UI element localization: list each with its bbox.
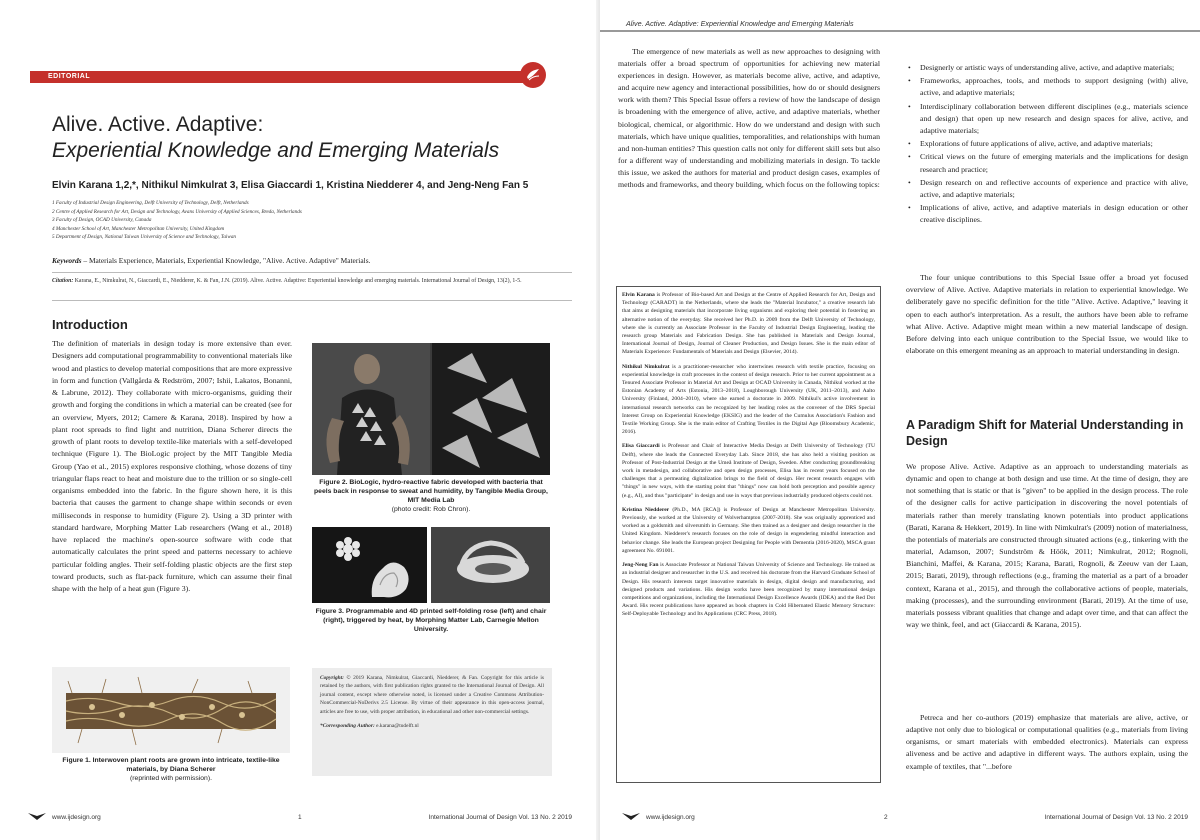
body-paragraph-4: Petreca and her co-authors (2019) emphasize that materials are alive, active, or adaptive not only due to biological or computational qualities (e.g., materials from living organisms, or smart materials with embedded electronics). Materials can express aliveness and be active and adaptive in different ways. The authors explain, using the example of textiles, that "...before (906, 713, 1188, 771)
affiliations (52, 199, 572, 242)
bio-name: Elisa Giaccardi (622, 443, 660, 450)
page-footer (622, 811, 1188, 825)
bio-item (622, 506, 875, 555)
footer-url[interactable]: www.ijdesign.org (52, 814, 101, 821)
affiliation-1: 1 Faculty of Industrial Design Engineering, Delft University of Technology, Delft, Netherlands (52, 200, 249, 206)
journal-logo-icon (520, 62, 546, 88)
list-item: • Explorations of future applications of alive, active, and adaptive materials; (906, 138, 1188, 150)
keywords (52, 256, 572, 265)
title-line-2: Experiential Knowledge and Emerging Materials (52, 139, 500, 162)
page-footer (28, 811, 572, 825)
bio-text: is a practitioner-researcher who intertwines research with textile practice, focusing on experiential knowledge in craft processes in the context of design research. Prior to her current appointment as a Tenured Associate Professor in Material Art and Design at OCAD University in Canada, Nithikul worked at the Estonian Academy of Arts (Estonia, 2013–2018), Loughborough University (UK, 2011–2013), and Aalto University (Finland, 2004–2010), where she earned a doctorate in 2009. Nithikul's active involvement in international research networks can be recognized by her leading roles as the convener of the DRS Special Interest Group on Experiential Knowledge (EKSIG) and the leader of the Cumulus Association's Fashion and Textile Working Group. She is the main editor of Crafting Textiles in the Digital Age (Bloomsbury Academic, 2016). (622, 363, 875, 436)
topics-list (906, 62, 1188, 228)
bio-name: Nithikul Nimkulrat (622, 363, 670, 370)
bird-logo-icon (28, 811, 46, 823)
list-item: • Critical views on the future of emerging materials and the implications for design research and practice; (906, 151, 1188, 175)
corresponding-author (320, 722, 544, 730)
title-line-1: Alive. Active. Adaptive: (52, 113, 264, 136)
figure-1-image (52, 667, 290, 753)
copyright-text: © 2019 Karana, Nimkulrat, Giaccardi, Niedderer, & Fan. Copyright for this article is retained by the authors, with first publication rights granted to the International Journal of Design. All journal content, except where otherwise noted, is licensed under a Creative Commons Attribution-NonCommercial-NoDerivs 2.5 License. By virtue of their appearance in this open-access journal, articles are free to use, with proper attribution, in educational and other non-commercial settings. (320, 675, 544, 715)
bio-name: Jeng-Neng Fan (622, 562, 659, 569)
figure-1-caption (52, 756, 290, 783)
citation (52, 277, 572, 286)
article-title (52, 112, 572, 164)
corresponding-email[interactable]: e.karana@tudelft.nl (374, 723, 419, 730)
divider (52, 272, 572, 273)
figure-3-rose-image (312, 527, 427, 603)
figure-2-credit: (photo credit: Rob Chron). (391, 506, 471, 513)
affiliation-3: 3 Faculty of Design, OCAD University, Canada (52, 217, 152, 224)
keywords-label: Keywords (52, 256, 82, 265)
body-paragraph-1: The emergence of new materials as well as new approaches to designing with materials offer a broad spectrum of opportunities for achieving new material experiences in design. However, as materials become alive, active, and adaptive, and acquire new agency and interactional possibilities, how do or should designers work with them? This Special Issue offers a review of how the landscape of design is broadening with the emergence of alive, active, and adaptive materials, whether biological, chemical, or algorithmic. How do we understand and design with such materials, which have unique qualities, temporalities, and relationships with human and non-human entities? This question calls not only for different skill sets but also for a different way of understanding and mobilizing materials in design. To tackle this issue, we asked the authors for material and product design cases, examples of methods and frameworks, and theory building, which focus on the following topics: (618, 47, 880, 190)
figure-3-caption: Figure 3. Programmable and 4D printed self-folding rose (left) and chair (right), triggered by heat, by Morphing Matter Lab, Carnegie Mellon University. (315, 608, 547, 633)
author-list: Elvin Karana 1,2,*, Nithikul Nimkulrat 3, Elisa Giaccardi 1, Kristina Niedderer 4, and Jeng-Neng Fan 5 (52, 180, 529, 191)
footer-journal: International Journal of Design Vol. 13 No. 2 2019 (428, 814, 572, 821)
editorial-bar (30, 71, 532, 83)
figure-1-caption-text: Figure 1. Interwoven plant roots are grown into intricate, textile-like materials, by Diana Scherer (62, 757, 280, 773)
introduction-body: The definition of materials in design today is more extensive than ever. Designers add computational programmability to conventional materials like wood and plastics to develop material compositions that are more expressive in form and function (Vallgårda & Redström, 2007; Ishii, Lakatos, Bonanni, & Labrune, 2012). They collaborate with micro-organisms, guiding their growth and forging the conditions in which a material can be created (see for an overview, Myers, 2012; Camere & Karana, 2018). Inspired by how a plant root spreads to find light and nutrition, Diana Scherer directs the growth of plant roots to develop textile-like materials with a self-developed technique (Figure 1). The BioLogic project by the MIT Tangible Media Group (Yao et al., 2015) explores responsive clothing, whose dozens of tiny triangular flaps react to heat and moisture due to the trillion or so single-cell organisms embedded into the fabric. In the figure shown here, it is this bacteria that causes the garment to change shape within seconds or even milliseconds in response to humidity (Figure 2). Using a 3D printer with standard hardware, Morphing Matter Lab researchers (Wang et al., 2018) have replaced the machine's open-source software with code that automatically calculates the print speed and patterns necessary to achieve particular folding angles. Their self-folding plastic objects are the first step toward products, such as flat-pack furniture, which can assume their final shape with the help of a heat gun (Figure 3). (52, 339, 292, 593)
bio-text: is Professor and Chair of Interactive Media Design at Delft University of Technology (TU Delft), where she leads the Connected Everyday Lab. Since 2018, she has also held a visiting position as Professor of Post-Industrial Design at the Umeå Institute of Design, Sweden. After conducting groundbreaking work in metadesign, and collaborative and open design processes, Elisa has in recent years focused on the challenges that a permeating digitalization brings to the field of design. Her recent research engages with "things" in new ways, with the starting point that "things" now can hold both perception and possible agency (e.g., AI), and thus "participate" in design and use in ways that previous industrially produced objects could not. (622, 443, 875, 499)
corresponding-label: *Corresponding Author: (320, 723, 375, 730)
citation-text: Karana, E., Nimkulrat, N., Giaccardi, E., Niedderer, K. & Fan, J.N. (2019). Alive. Active. Adaptive: Experiential knowledge and emerging materials. International Journal of Design, 13(2), 1-5. (73, 278, 522, 284)
author-bios-box (616, 286, 881, 783)
bio-text: (Ph.D., MA [RCA]) is Professor of Design at Manchester Metropolitan University. Previously, she worked at the University of Wolverhampton (2007-2018). She was originally apprenticed and worked as a goldsmith and silversmith in Germany. She then trained as a designer and design researcher in the United Kingdom. Niedderer's research focuses on the role of design in engendering mindful interaction and behavior change. She leads the European project Designing for People with Dementia (2016-2020), MSCA grant agreement No. 691001. (622, 506, 875, 554)
running-head-text: Alive. Active. Adaptive: Experiential Knowledge and Emerging Materials (626, 19, 854, 28)
bio-item (622, 363, 875, 437)
bio-name: Kristina Niedderer (622, 506, 670, 513)
body-paragraph-3: We propose Alive. Active. Adaptive as an approach to understanding materials as dynamic and open to change at both design and use time. At the time of design, they are not something that is static or that is "given" to be applied in the design process. The role of the designer calls for active participation in discovering the novel potentials of materials rather than merely translating known potentials into product applications (Barati, Karana & Hekkert, 2019). In line with Nimkulrat's (2009) notion of materialness, the potentials of materials are constructed through situated actions (e.g., tinkering with the material, Adamson, 2007; Sundström & Höök, 2011; Nimkulrat, 2012; Rognoli, Bianchini, Maffei, & Karana, 2015; Karana, Barati, Rognoli, & Zeeuw van der Laan, 2015; Barati, 2019), through reflections (e.g., framing the material as a part of a broader context, Karana et al., 2015), and through the collaborative actions of people, materials, making (processes), and the surrounding environment (Barati, 2019). At the time of use, materials possess vibrant qualities that change and adapt over time, and that can affect the way we think, feel, and act (Giaccardi & Karana, 2015). (906, 462, 1188, 630)
keywords-text: – Materials Experience, Materials, Experiential Knowledge, "Alive. Active. Adaptive" Materials. (81, 256, 371, 265)
affiliation-2: 2 Centre of Applied Research for Art, Design and Technology, Avans University of Applied Sciences, Breda, Netherlands (52, 208, 302, 215)
bio-text: is Associate Professor at National Taiwan University of Science and Technology. He trained as an industrial designer and researcher in the U.S. and received his doctorate from the Harvard Graduate School of Design. His research interests target innovative materials in design, digital design and manufacturing, and designed products and variations. His design works have been recognized by many international design competitions and organizations, including the International Design Excellence Awards (IDEA) and the Red Dot Award. His recent publications have appeared as book chapters in Cold Hibernated Elastic Memory Structure: Self-Deployable Technology and Its Applications (CRC Press, 2018). (622, 562, 875, 618)
section-heading-introduction: Introduction (52, 317, 128, 332)
figure-3-chair-image (431, 527, 550, 603)
figure-2-caption-text: Figure 2. BioLogic, hydro-reactive fabric developed with bacteria that peels back in response to sweat and humidity, by Tangible Media Group, MIT Media Lab (314, 479, 548, 504)
list-item: • Designerly or artistic ways of understanding alive, active, and adaptive materials; (906, 62, 1188, 74)
body-paragraph-2: The four unique contributions to this Special Issue offer a broad yet focused overview of Alive. Active. Adaptive materials in relation to experiential knowledge. We deliberately gave no specific definition for the title "Alive. Active. Adaptive," leaving it open to each author's interpretation. As a result, the authors have been able to reframe what Alive. Active. Adaptive might mean within a new material landscape of design. Before delving into each unique contribution to the Special Issue, we would like to elaborate on this emergent meaning as an approach to material understanding in design. (906, 273, 1188, 356)
bio-item (622, 442, 875, 499)
list-item: • Interdisciplinary collaboration between different disciplines (e.g., materials science and design) that open up new research and design spaces for alive, active, and adaptive materials; (906, 101, 1188, 138)
bio-text: is Professor of Bio-based Art and Design at the Centre of Applied Research for Art, Design and Technology (CARADT) in the Netherlands, where she leads the "Material Incubator," a creative research lab that aims at designing materials that incorporate living organisms and exploring their potential in fostering an alternative notion of the everyday. She received her Ph.D. in 2009 from the Delft University of Technology, where she is currently an Associate Professor in the Faculty of Industrial Design Engineering, leading the research group Materials and Fabrication Design. She has published in Materials and Design Journal, International Journal of Design, Journal of Cleaner Production, and Design Issues. She is the main editor of Materials Experience: Fundamentals of Materials and Design (Elsevier, 2014). (622, 292, 875, 356)
bio-item (622, 561, 875, 618)
footer-journal: International Journal of Design Vol. 13 No. 2 2019 (1044, 814, 1188, 821)
figure-2-caption (310, 478, 552, 514)
section-label: EDITORIAL (48, 73, 91, 80)
page-number: 2 (884, 814, 888, 821)
copyright-box (312, 668, 552, 776)
affiliation-4: 4 Manchester School of Art, Manchester Metropolitan University, United Kingdom (52, 225, 225, 232)
copyright-notice (320, 674, 544, 716)
bio-name: Elvin Karana (622, 292, 655, 298)
list-item: • Design research on and reflective accounts of experience and practice with alive, active, and adaptive materials; (906, 177, 1188, 201)
bird-logo-icon (622, 811, 640, 823)
affiliation-5: 5 Department of Design, National Taiwan University of Science and Technology, Taiwan (52, 234, 237, 241)
copyright-label: Copyright: (320, 675, 344, 681)
running-head (626, 19, 854, 28)
right-page (600, 0, 1200, 840)
citation-label: Citation: (52, 278, 74, 284)
footer-url[interactable]: www.ijdesign.org (646, 814, 695, 821)
section-heading-paradigm-shift: A Paradigm Shift for Material Understanding in Design (906, 418, 1184, 448)
list-item: • Implications of alive, active, and adaptive materials in design education or other creative disciplines. (906, 202, 1188, 226)
bio-item (622, 291, 875, 357)
header-rule (600, 30, 1200, 32)
page-number: 1 (298, 814, 302, 821)
list-item: • Frameworks, approaches, tools, and methods to support designing (with) alive, active, and adaptive materials; (906, 75, 1188, 99)
figure-1-credit: (reprinted with permission). (130, 775, 212, 782)
figure-2-image (312, 343, 550, 475)
divider (52, 300, 572, 301)
